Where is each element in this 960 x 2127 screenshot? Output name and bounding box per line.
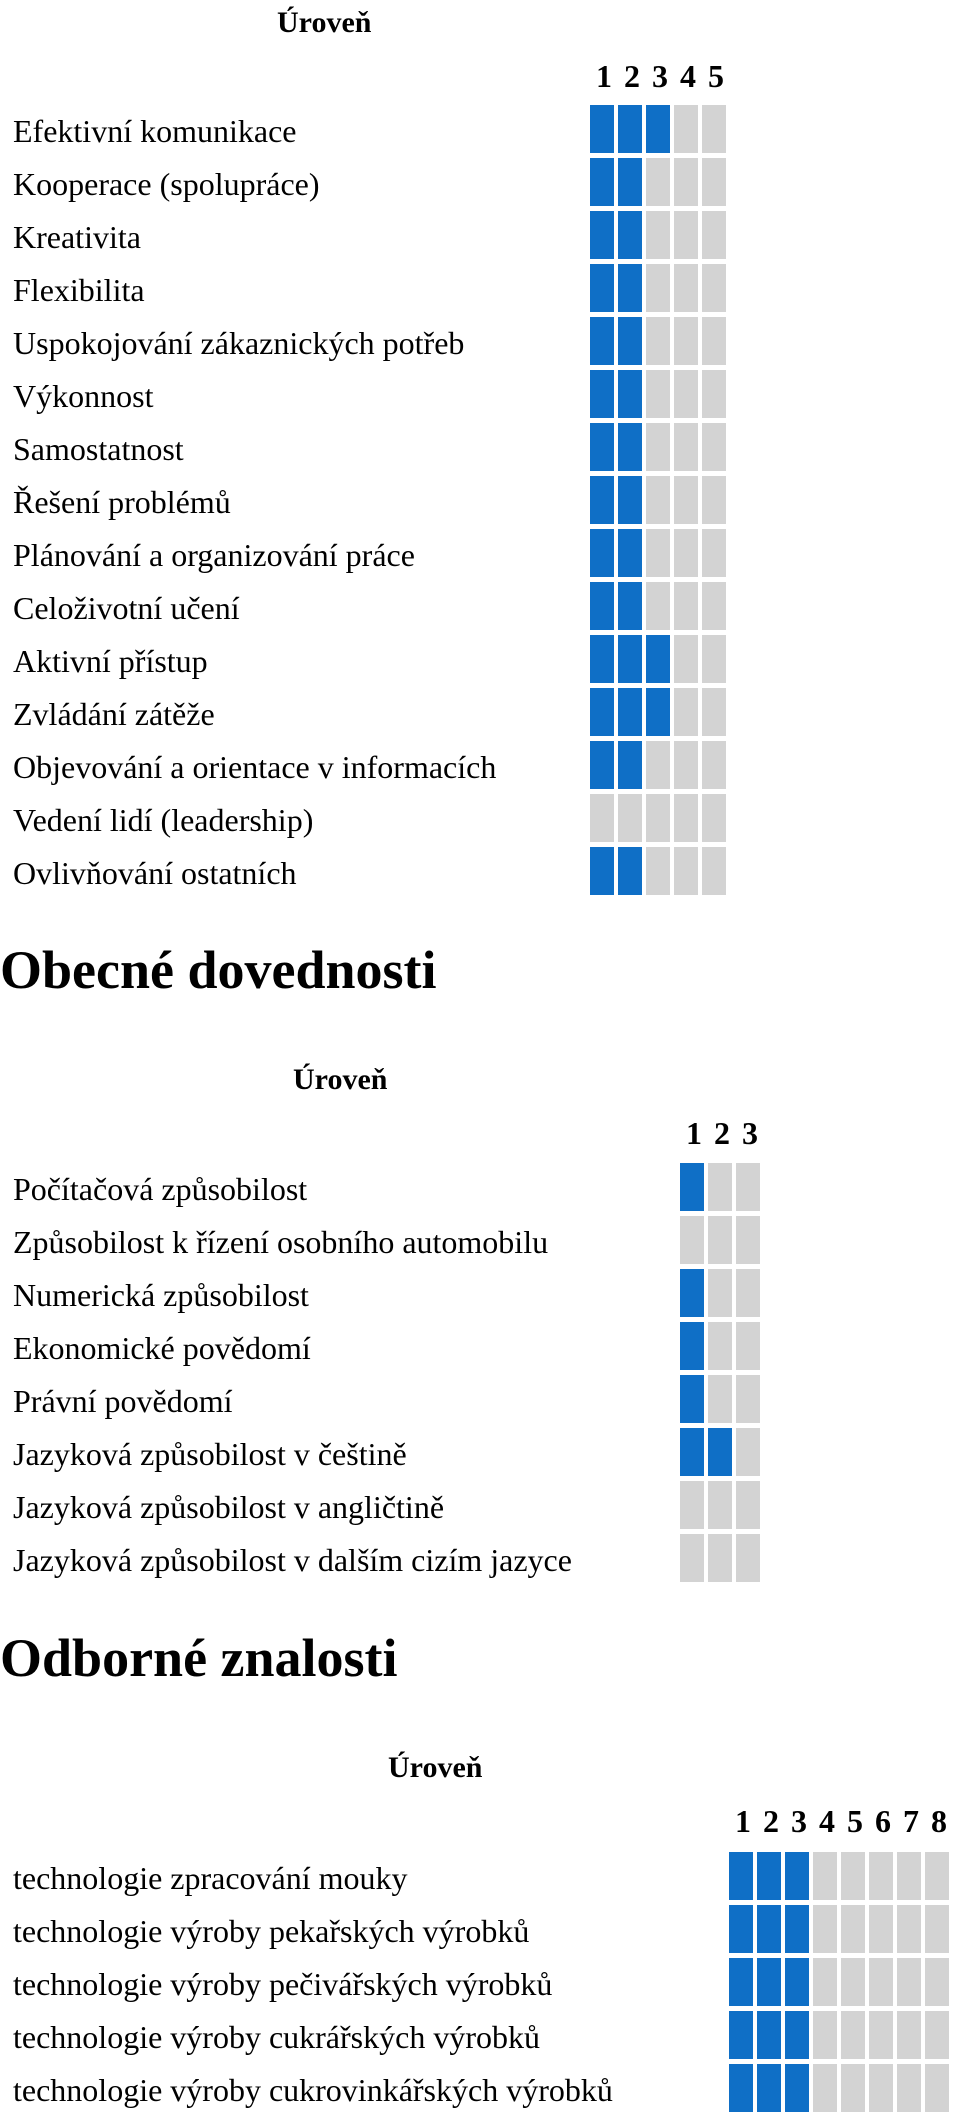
- level-bar: [590, 794, 730, 842]
- level-cell-filled: [646, 105, 670, 153]
- level-cell-empty: [925, 1852, 949, 1900]
- skill-label: Objevování a orientace v informacích: [13, 749, 497, 785]
- level-cell-filled: [590, 211, 614, 259]
- level-cell-filled: [757, 1958, 781, 2006]
- level-cell-empty: [674, 211, 698, 259]
- skill-row: [0, 1428, 960, 1481]
- level-cell-empty: [590, 794, 614, 842]
- skill-row: [0, 635, 960, 688]
- level-bar: [729, 2011, 953, 2059]
- level-cell-empty: [841, 1905, 865, 1953]
- level-bar: [590, 847, 730, 895]
- level-cell-filled: [618, 635, 642, 683]
- skill-label: Efektivní komunikace: [13, 113, 297, 149]
- level-bar: [590, 211, 730, 259]
- level-cell-empty: [702, 582, 726, 630]
- level-bar: [590, 423, 730, 471]
- skill-label: Plánování a organizování práce: [13, 537, 415, 573]
- level-bar: [590, 582, 730, 630]
- level-bar: [590, 688, 730, 736]
- level-cell-empty: [702, 847, 726, 895]
- level-cell-empty: [925, 1905, 949, 1953]
- level-cell-filled: [590, 105, 614, 153]
- level-cell-empty: [702, 264, 726, 312]
- level-cell-empty: [646, 423, 670, 471]
- level-cell-empty: [869, 2064, 893, 2112]
- level-cell-empty: [925, 2011, 949, 2059]
- level-cell-filled: [785, 1905, 809, 1953]
- level-cell-empty: [674, 582, 698, 630]
- level-cell-empty: [736, 1428, 760, 1476]
- level-cell-empty: [646, 264, 670, 312]
- level-cell-empty: [646, 317, 670, 365]
- level-bar: [680, 1375, 764, 1423]
- level-cell-empty: [674, 105, 698, 153]
- skill-row: [0, 370, 960, 423]
- level-cell-empty: [702, 158, 726, 206]
- level-bar: [680, 1481, 764, 1529]
- level-cell-empty: [702, 423, 726, 471]
- level-cell-empty: [708, 1216, 732, 1264]
- skill-label: Numerická způsobilost: [13, 1277, 309, 1313]
- level-cell-empty: [674, 529, 698, 577]
- level-cell-empty: [736, 1163, 760, 1211]
- skill-row: [0, 1322, 960, 1375]
- level-number: 8: [931, 1803, 947, 1839]
- skill-row: [0, 1269, 960, 1322]
- level-cell-empty: [813, 1852, 837, 1900]
- skill-label: Flexibilita: [13, 272, 145, 308]
- level-cell-empty: [674, 317, 698, 365]
- level-cell-empty: [674, 476, 698, 524]
- skill-label: Celoživotní učení: [13, 590, 240, 626]
- skill-row: [0, 1216, 960, 1269]
- level-scale: [590, 58, 730, 94]
- level-bar: [590, 317, 730, 365]
- skill-row: [0, 264, 960, 317]
- skill-row: [0, 1534, 960, 1587]
- section-heading-professional-knowledge: Odborné znalosti: [0, 1628, 398, 1688]
- skill-label: Počítačová způsobilost: [13, 1171, 308, 1207]
- level-cell-empty: [702, 370, 726, 418]
- level-cell-empty: [736, 1269, 760, 1317]
- level-cell-empty: [736, 1375, 760, 1423]
- skill-row: [0, 794, 960, 847]
- skill-label: Kooperace (spolupráce): [13, 166, 320, 202]
- skill-row: [0, 317, 960, 370]
- skill-label: Jazyková způsobilost v češtině: [13, 1436, 407, 1472]
- level-number: 3: [791, 1803, 807, 1839]
- skill-row: [0, 847, 960, 900]
- level-cell-empty: [708, 1534, 732, 1582]
- skill-label: technologie výroby cukrovinkářských výrobků: [13, 2072, 613, 2108]
- skill-row: [0, 476, 960, 529]
- level-cell-empty: [813, 2011, 837, 2059]
- skill-label: Vedení lidí (leadership): [13, 802, 314, 838]
- level-cell-filled: [618, 158, 642, 206]
- level-cell-empty: [674, 370, 698, 418]
- section-heading-general-skills: Obecné dovednosti: [0, 940, 437, 1000]
- level-bar: [590, 264, 730, 312]
- skill-row: [0, 688, 960, 741]
- level-number: 2: [763, 1803, 779, 1839]
- level-cell-filled: [646, 635, 670, 683]
- level-cell-filled: [590, 423, 614, 471]
- level-scale: [680, 1115, 764, 1151]
- skill-row: [0, 1375, 960, 1428]
- skill-row: [0, 1905, 960, 1958]
- skill-label: technologie výroby pečivářských výrobků: [13, 1966, 553, 2002]
- level-cell-empty: [708, 1163, 732, 1211]
- skill-label: Ovlivňování ostatních: [13, 855, 297, 891]
- skill-row: [0, 105, 960, 158]
- skill-row: [0, 423, 960, 476]
- level-bar: [590, 635, 730, 683]
- level-cell-empty: [702, 105, 726, 153]
- skill-label: Kreativita: [13, 219, 141, 255]
- level-cell-empty: [702, 529, 726, 577]
- level-number: 3: [652, 58, 668, 94]
- level-title: Úroveň: [388, 1751, 483, 1784]
- level-cell-filled: [590, 688, 614, 736]
- level-cell-empty: [674, 794, 698, 842]
- level-cell-filled: [618, 741, 642, 789]
- level-bar: [590, 105, 730, 153]
- level-number: 1: [686, 1115, 702, 1151]
- level-number: 1: [735, 1803, 751, 1839]
- level-cell-empty: [646, 794, 670, 842]
- level-cell-filled: [729, 2064, 753, 2112]
- level-cell-filled: [590, 582, 614, 630]
- level-cell-filled: [680, 1163, 704, 1211]
- level-cell-filled: [618, 211, 642, 259]
- level-cell-empty: [813, 1958, 837, 2006]
- level-cell-empty: [674, 158, 698, 206]
- level-number: 2: [714, 1115, 730, 1151]
- level-cell-filled: [646, 688, 670, 736]
- skill-label: Způsobilost k řízení osobního automobilu: [13, 1224, 549, 1260]
- level-cell-filled: [785, 1852, 809, 1900]
- level-cell-empty: [646, 476, 670, 524]
- skill-row: [0, 1852, 960, 1905]
- level-cell-filled: [757, 1852, 781, 1900]
- level-cell-empty: [646, 529, 670, 577]
- level-cell-empty: [646, 582, 670, 630]
- level-number: 5: [708, 58, 724, 94]
- skill-row: [0, 1163, 960, 1216]
- level-number: 3: [742, 1115, 758, 1151]
- level-cell-filled: [618, 105, 642, 153]
- level-cell-filled: [785, 1958, 809, 2006]
- level-cell-filled: [618, 476, 642, 524]
- level-cell-empty: [897, 2011, 921, 2059]
- level-bar: [680, 1163, 764, 1211]
- level-cell-empty: [813, 1905, 837, 1953]
- skill-row: [0, 2011, 960, 2064]
- level-cell-filled: [590, 529, 614, 577]
- level-cell-empty: [618, 794, 642, 842]
- level-cell-empty: [674, 635, 698, 683]
- level-cell-empty: [680, 1534, 704, 1582]
- level-bar: [680, 1428, 764, 1476]
- level-cell-empty: [674, 688, 698, 736]
- level-cell-empty: [702, 794, 726, 842]
- skill-label: Samostatnost: [13, 431, 184, 467]
- level-cell-empty: [813, 2064, 837, 2112]
- level-cell-empty: [674, 264, 698, 312]
- level-cell-filled: [618, 370, 642, 418]
- level-cell-empty: [869, 1905, 893, 1953]
- level-cell-filled: [618, 317, 642, 365]
- level-cell-empty: [736, 1534, 760, 1582]
- level-cell-filled: [729, 1905, 753, 1953]
- skill-label: Aktivní přístup: [13, 643, 208, 679]
- level-cell-empty: [897, 1905, 921, 1953]
- level-number: 2: [624, 58, 640, 94]
- level-cell-empty: [897, 1958, 921, 2006]
- level-cell-empty: [702, 688, 726, 736]
- level-cell-empty: [702, 741, 726, 789]
- level-cell-filled: [785, 2064, 809, 2112]
- level-cell-empty: [646, 741, 670, 789]
- level-cell-filled: [757, 2011, 781, 2059]
- level-cell-empty: [680, 1216, 704, 1264]
- level-cell-empty: [674, 423, 698, 471]
- skill-row: [0, 582, 960, 635]
- level-cell-empty: [841, 1852, 865, 1900]
- level-cell-empty: [702, 476, 726, 524]
- level-bar: [729, 1852, 953, 1900]
- skill-label: technologie zpracování mouky: [13, 1860, 408, 1896]
- skill-row: [0, 741, 960, 794]
- level-cell-empty: [708, 1269, 732, 1317]
- level-number: 7: [903, 1803, 919, 1839]
- level-cell-empty: [897, 1852, 921, 1900]
- level-cell-filled: [618, 529, 642, 577]
- level-cell-empty: [646, 370, 670, 418]
- level-cell-filled: [590, 317, 614, 365]
- skill-row: [0, 158, 960, 211]
- skill-label: Zvládání zátěže: [13, 696, 215, 732]
- level-number: 4: [819, 1803, 835, 1839]
- level-title: Úroveň: [293, 1063, 388, 1096]
- level-cell-empty: [702, 317, 726, 365]
- level-cell-empty: [708, 1481, 732, 1529]
- level-cell-filled: [590, 741, 614, 789]
- level-cell-empty: [674, 741, 698, 789]
- level-bar: [590, 476, 730, 524]
- skill-label: Právní povědomí: [13, 1383, 233, 1419]
- level-cell-empty: [841, 2011, 865, 2059]
- level-cell-empty: [869, 1958, 893, 2006]
- level-cell-empty: [736, 1322, 760, 1370]
- level-bar: [590, 370, 730, 418]
- level-cell-empty: [897, 2064, 921, 2112]
- level-cell-filled: [757, 1905, 781, 1953]
- level-cell-filled: [590, 158, 614, 206]
- level-bar: [590, 158, 730, 206]
- level-cell-empty: [869, 2011, 893, 2059]
- skill-label: technologie výroby pekařských výrobků: [13, 1913, 530, 1949]
- level-cell-empty: [680, 1481, 704, 1529]
- level-cell-empty: [646, 847, 670, 895]
- level-number: 5: [847, 1803, 863, 1839]
- level-cell-filled: [680, 1375, 704, 1423]
- level-cell-empty: [646, 211, 670, 259]
- level-cell-filled: [729, 1958, 753, 2006]
- level-cell-filled: [618, 688, 642, 736]
- level-bar: [680, 1216, 764, 1264]
- level-cell-empty: [708, 1375, 732, 1423]
- skill-label: Uspokojování zákaznických potřeb: [13, 325, 465, 361]
- skill-row: [0, 211, 960, 264]
- level-cell-empty: [925, 1958, 949, 2006]
- level-cell-filled: [618, 582, 642, 630]
- skill-row: [0, 2064, 960, 2117]
- level-bar: [729, 2064, 953, 2112]
- level-cell-filled: [785, 2011, 809, 2059]
- skill-label: Jazyková způsobilost v dalším cizím jazyce: [13, 1542, 572, 1578]
- skill-label: technologie výroby cukrářských výrobků: [13, 2019, 540, 2055]
- level-cell-filled: [590, 476, 614, 524]
- skill-label: Ekonomické povědomí: [13, 1330, 311, 1366]
- level-cell-filled: [729, 2011, 753, 2059]
- level-bar: [680, 1322, 764, 1370]
- level-cell-filled: [708, 1428, 732, 1476]
- level-cell-empty: [646, 158, 670, 206]
- level-bar: [729, 1905, 953, 1953]
- skill-row: [0, 1958, 960, 2011]
- level-bar: [590, 529, 730, 577]
- skill-row: [0, 529, 960, 582]
- level-cell-filled: [729, 1852, 753, 1900]
- level-number: 4: [680, 58, 696, 94]
- level-cell-empty: [702, 635, 726, 683]
- level-cell-filled: [590, 635, 614, 683]
- level-cell-filled: [618, 423, 642, 471]
- level-bar: [680, 1534, 764, 1582]
- level-cell-filled: [757, 2064, 781, 2112]
- level-cell-filled: [590, 370, 614, 418]
- skill-label: Řešení problémů: [13, 484, 231, 520]
- level-cell-filled: [618, 847, 642, 895]
- level-number: 6: [875, 1803, 891, 1839]
- level-cell-empty: [736, 1216, 760, 1264]
- skill-row: [0, 1481, 960, 1534]
- skill-label: Výkonnost: [13, 378, 154, 414]
- level-bar: [590, 741, 730, 789]
- level-cell-filled: [680, 1428, 704, 1476]
- level-cell-empty: [702, 211, 726, 259]
- level-cell-empty: [841, 2064, 865, 2112]
- level-cell-filled: [618, 264, 642, 312]
- level-cell-filled: [680, 1269, 704, 1317]
- level-cell-filled: [590, 847, 614, 895]
- level-cell-empty: [869, 1852, 893, 1900]
- level-bar: [729, 1958, 953, 2006]
- level-cell-empty: [841, 1958, 865, 2006]
- level-cell-filled: [590, 264, 614, 312]
- skill-label: Jazyková způsobilost v angličtině: [13, 1489, 445, 1525]
- level-cell-empty: [736, 1481, 760, 1529]
- level-cell-empty: [708, 1322, 732, 1370]
- level-number: 1: [596, 58, 612, 94]
- level-cell-filled: [680, 1322, 704, 1370]
- level-cell-empty: [925, 2064, 949, 2112]
- level-title: Úroveň: [277, 6, 372, 39]
- level-bar: [680, 1269, 764, 1317]
- level-scale: [729, 1803, 953, 1839]
- level-cell-empty: [674, 847, 698, 895]
